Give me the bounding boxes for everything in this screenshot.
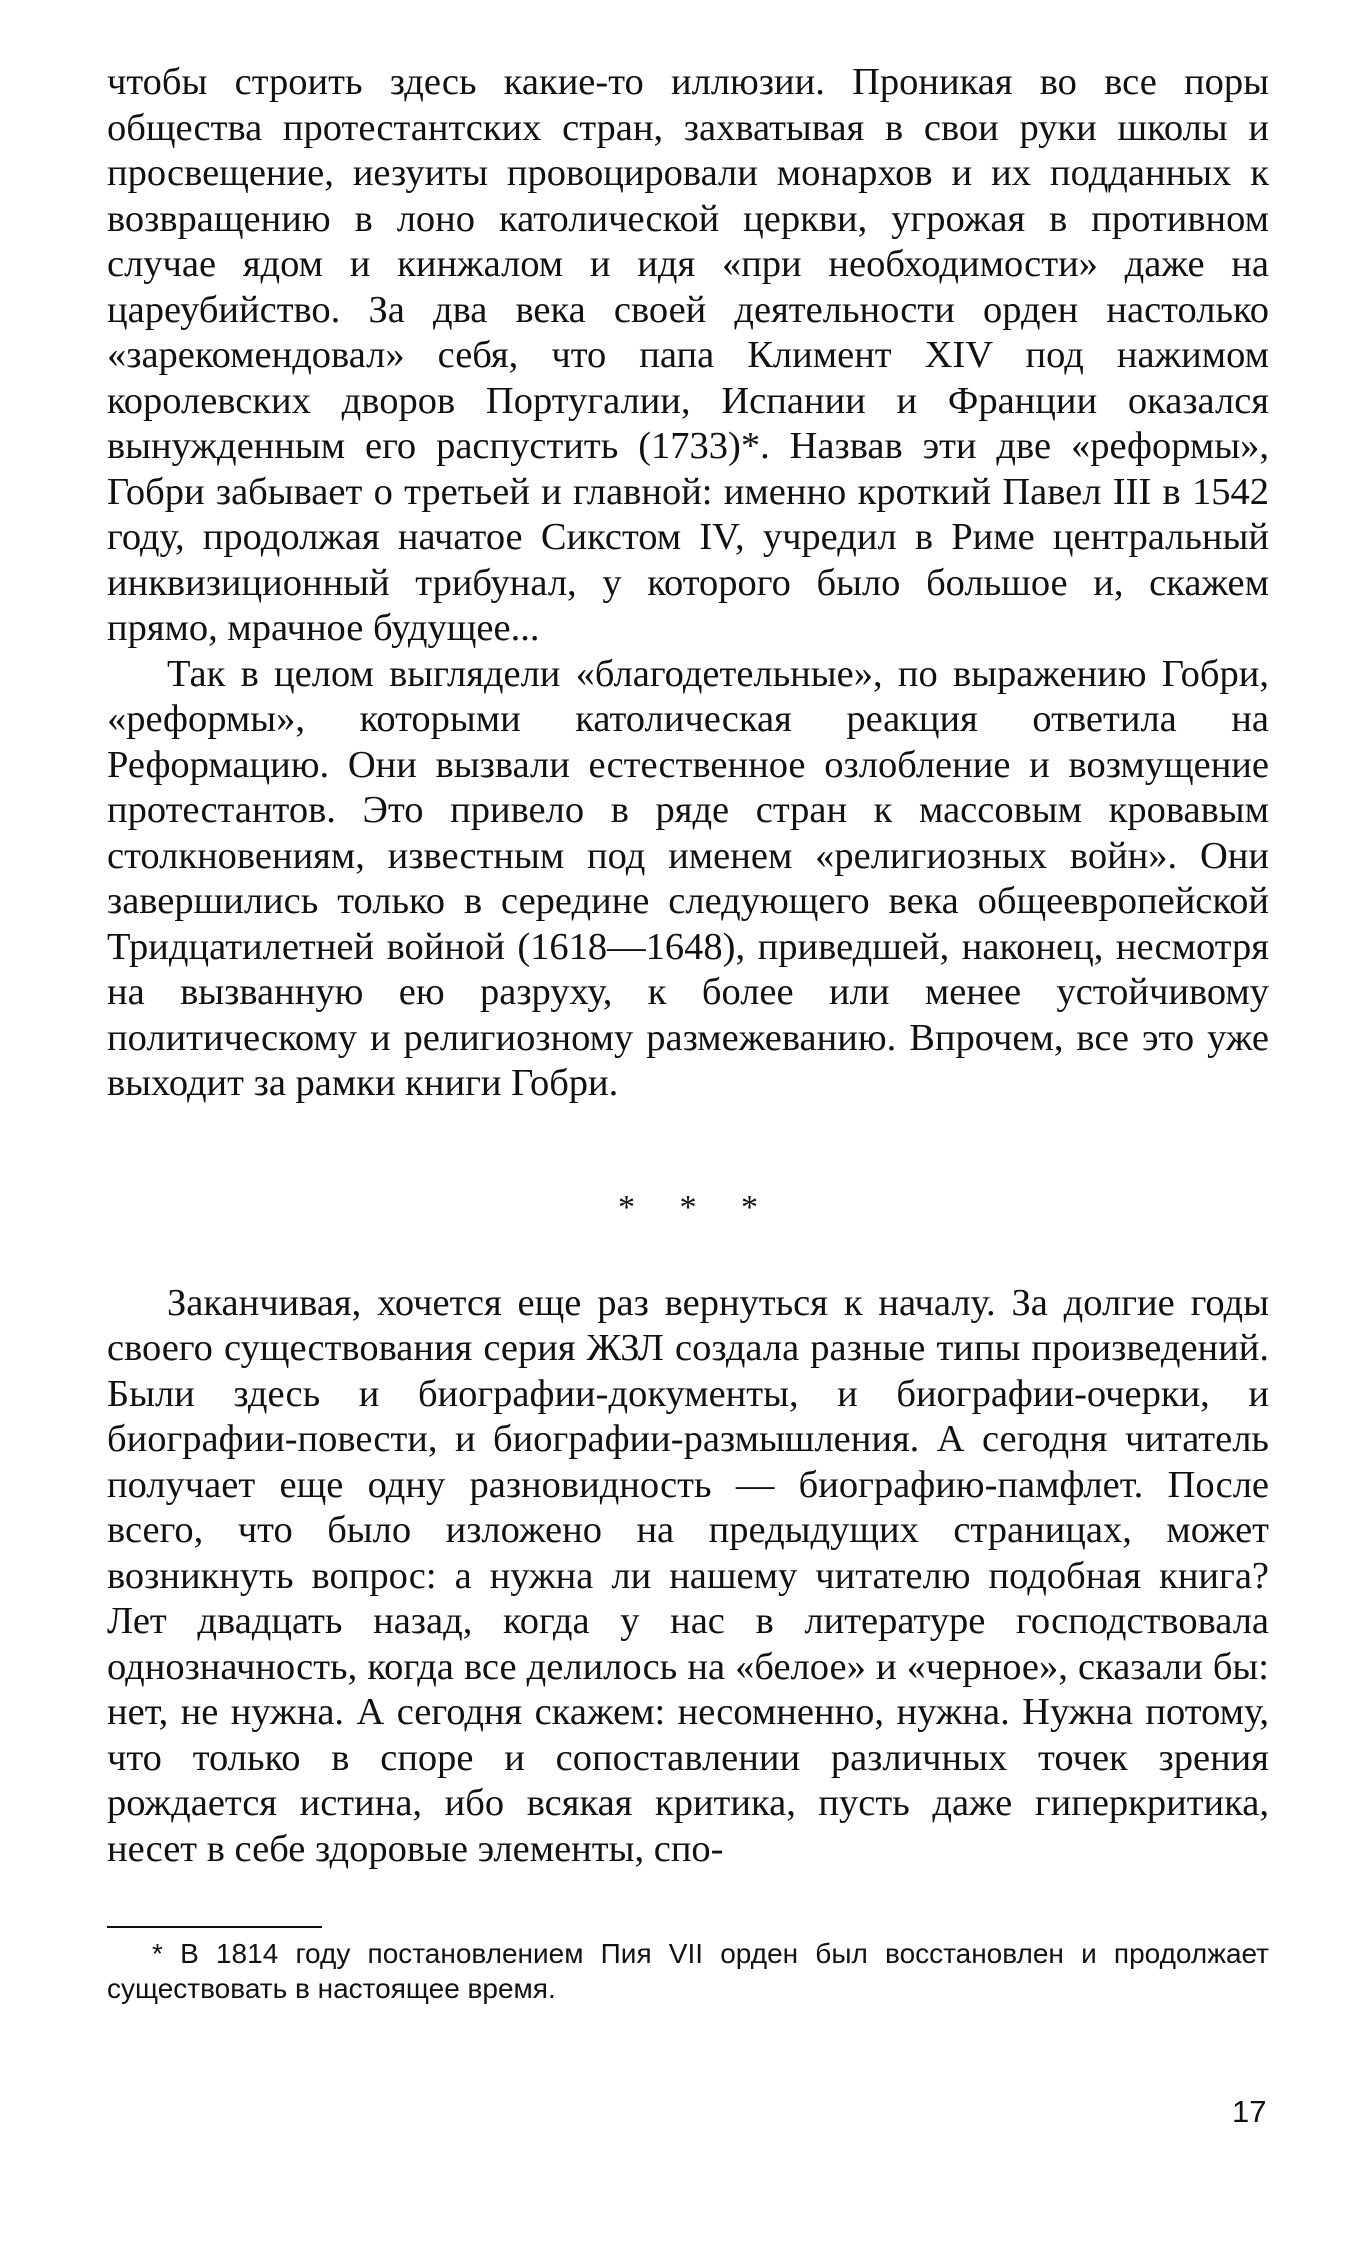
footnote-divider xyxy=(107,1926,322,1928)
paragraph-continuation: чтобы строить здесь какие-то иллюзии. Проникая во все поры общества протестантских стран, захватывая в свои руки школы и просвещение, иезуиты провоцировали монархов и их подданных к возвращению в лоно католической церкви, угрожая в противном случае ядом и кинжалом и идя «при необходимости» даже на цареубийство. За два века своей деятельности орден настолько «зарекомендовал» себя, что папа Климент XIV под нажимом королевских дворов Португалии, Испании и Франции оказался вынужденным его распустить (1733)*. Назвав эти две «реформы», Гобри забывает о третьей и главной: именно кроткий Павел III в 1542 году, продолжая начатое Сикстом IV, учредил в Риме центральный инквизиционный трибунал, у которого было большое и, скажем прямо, мрачное будущее... xyxy=(107,61,1269,649)
page-number: 17 xyxy=(1232,2094,1267,2129)
paragraph-reformation: Так в целом выглядели «благодетельные», по выражению Гобри, «реформы», которыми католическая реакция ответила на Реформацию. Они вызвали естественное озлобление и возмущение протестантов. Это привело в ряде стран к массовым кровавым столкновениям, известным под именем «религиозных войн». Они завершились только в середине следующего века общеевропейской Тридцатилетней войной (1618—1648), приведшей, наконец, несмотря на вызванную ею разруху, к более или менее устойчивому политическому и религиозному размежеванию. Впрочем, все это уже выходит за рамки книги Гобри. xyxy=(107,652,1269,1104)
paragraph-conclusion: Заканчивая, хочется еще раз вернуться к началу. За долгие годы своего существования серия ЖЗЛ создала разные типы произведений. Были здесь и биографии-документы, и биографии-очерки, и биографии-повести, и биографии-размышления. А сегодня читатель получает еще одну разновидность — биографию-памфлет. После всего, что было изложено на предыдущих страницах, может возникнуть вопрос: а нужна ли нашему читателю подобная книга? Лет двадцать назад, когда у нас в литературе господствовала однозначность, когда все делилось на «белое» и «черное», сказали бы: нет, не нужна. А сегодня скажем: несомненно, нужна. Нужна потому, что только в споре и сопоставлении различных точек зрения рождается истина, ибо всякая критика, пусть даже гиперкритика, несет в себе здоровые элементы, спо- xyxy=(107,1281,1269,1870)
footnote: * В 1814 году постановлением Пия VII орден был восстановлен и продолжает существовать в настоящее время. xyxy=(107,1938,1269,2004)
section-separator: * * * xyxy=(618,1188,776,1226)
book-page xyxy=(107,60,1269,2006)
